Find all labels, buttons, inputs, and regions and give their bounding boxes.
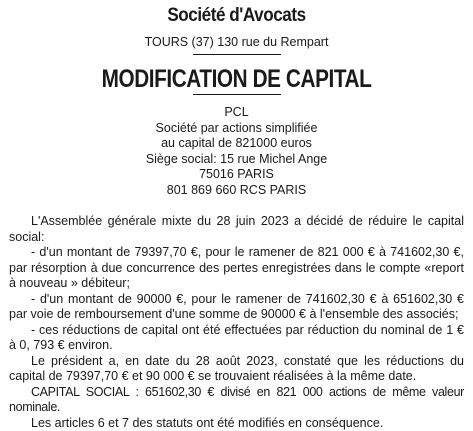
paragraph-nominal: - ces réductions de capital ont été effectuées par réduction du nominal de 1 € à 0, 793 € environ. [9, 323, 464, 354]
company-capital: au capital de 821000 euros [9, 136, 464, 152]
paragraph-reduction-1: - d'un montant de 79397,70 €, pour le ramener de 821 000 € à 741602,30 €, par résorption à due concurrence des pertes enregistrées dans le compte «report à nouveau » débiteur; [9, 245, 464, 292]
firm-name: Société d'Avocats [32, 4, 442, 28]
legal-notice [0, 4, 473, 419]
company-block [9, 105, 464, 198]
notice-body [9, 214, 464, 431]
paragraph-assembly: L'Assemblée générale mixte du 28 juin 2023 a décidé de réduire le capital social: [9, 214, 464, 245]
paragraph-reduction-2: - d'un montant de 90000 €, pour le ramener de 741602,30 € à 651602,30 € par voie de remboursement d'une somme de 90000 € à l'ensemble des associés; [9, 292, 464, 323]
header-divider [193, 54, 281, 55]
company-city: 75016 PARIS [9, 167, 464, 183]
notice-title: MODIFICATION DE CAPITAL [48, 65, 426, 93]
company-seat: Siège social: 15 rue Michel Ange [9, 152, 464, 168]
company-rcs: 801 869 660 RCS PARIS [9, 183, 464, 199]
paragraph-articles: Les articles 6 et 7 des statuts ont été modifiés en conséquence. [9, 416, 464, 431]
company-form: Société par actions simplifiée [9, 121, 464, 137]
title-divider [193, 94, 281, 95]
firm-address: TOURS (37) 130 rue du Rempart [9, 34, 464, 50]
paragraph-president: Le président a, en date du 28 août 2023, constaté que les réductions du capital de 79397,70 € et 90 000 € se trouvaient réalisées à la même date. [9, 354, 464, 385]
paragraph-capital: CAPITAL SOCIAL : 651602,30 € divisé en 821 000 actions de même valeur nominale. [9, 385, 464, 416]
company-name: PCL [9, 105, 464, 121]
